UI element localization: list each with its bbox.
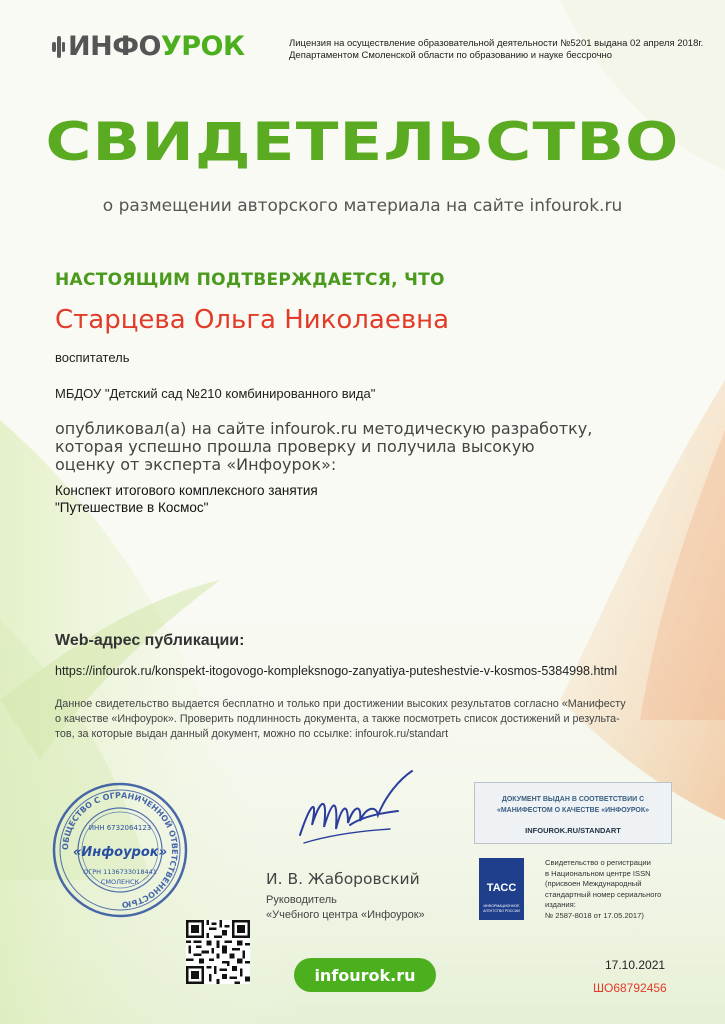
tass-caption-line: ИНФОРМАЦИОННОЕ — [483, 904, 520, 908]
notice-line: тов, за которые выдан данный документ, можно по ссылке: infourok.ru/standart — [55, 728, 449, 740]
signer-role-line: «Учебного центра «Инфоурок» — [266, 909, 425, 921]
issn-line: в Национальном центре ISSN — [545, 868, 651, 878]
issn-line: Свидетельство о регистрации — [545, 858, 651, 867]
license-info — [289, 38, 709, 62]
logo-text-part2: УРОК — [160, 30, 245, 62]
quality-text — [475, 794, 671, 816]
quality-line: ДОКУМЕНТ ВЫДАН В СООТВЕТСТВИИ С — [501, 796, 645, 803]
published-line: которая успешно прошла проверку и получила высокую — [55, 437, 535, 456]
infourok-site-button[interactable]: infourok.ru — [294, 958, 436, 992]
stamp-seal — [50, 780, 190, 920]
verification-notice — [55, 697, 675, 742]
stamp-inn: ИНН 6732064123 — [88, 824, 152, 832]
issn-registration — [545, 858, 685, 921]
quality-line: «МАНИФЕСТОМ О КАЧЕСТВЕ «ИНФОУРОК» — [496, 807, 650, 814]
qr-code[interactable] — [186, 920, 250, 984]
web-address-label: Web-адрес публикации: — [55, 632, 245, 649]
license-line: Департаментом Смоленской области по образованию и науке бессрочно — [289, 50, 613, 61]
published-line: опубликовал(а) на сайте infourok.ru методическую разработку, — [55, 419, 593, 438]
issue-date: 17.10.2021 — [605, 958, 666, 972]
material-title — [55, 482, 575, 516]
material-line: "Путешествие в Космос" — [55, 500, 209, 515]
signer-name: И. В. Жаборовский — [266, 870, 420, 888]
issn-line: № 2587-8018 от 17.05.2017) — [545, 910, 644, 920]
tass-logo-text: ТАСС — [486, 882, 517, 894]
tass-caption-line: АГЕНТСТВО РОССИИ — [483, 909, 520, 913]
certificate-number: ШО68792456 — [593, 981, 667, 995]
publication-url[interactable]: https://infourok.ru/konspekt-itogovogo-kompleksnogo-zanyatiya-puteshestvie-v-kosmos-5384998.html — [55, 664, 618, 678]
stamp-city: СМОЛЕНСК — [100, 878, 140, 886]
quality-manifesto-box — [474, 782, 672, 844]
recipient-organization: МБДОУ "Детский сад №210 комбинированного вида" — [55, 386, 376, 401]
recipient-position: воспитатель — [55, 350, 130, 365]
material-line: Конспект итогового комплексного занятия — [55, 483, 318, 498]
logo-icon — [52, 32, 64, 60]
issn-line: издания: — [545, 900, 576, 909]
stamp-ring-text: ОБЩЕСТВО С ОГРАНИЧЕННОЙ ОТВЕТСТВЕННОСТЬЮ — [60, 790, 180, 910]
tass-logo — [479, 858, 524, 920]
notice-line: о качестве «Инфоурок». Проверить подлинность документа, а также посмотреть список достижений и результа- — [55, 713, 620, 725]
certificate-title: СВИДЕТЕЛЬСТВО — [45, 112, 680, 173]
signer-role — [266, 893, 425, 923]
logo-text-part1: ИНФО — [68, 30, 161, 62]
signer-role-line: Руководитель — [266, 894, 337, 906]
published-statement — [55, 420, 595, 474]
notice-line: Данное свидетельство выдается бесплатно и только при достижении высоких результатов согласно «Манифесту — [55, 698, 626, 710]
stamp-ogrn: ОГРН 1136733018441 — [83, 868, 157, 876]
infourok-logo — [52, 30, 245, 62]
issn-line: (присвоен Международный — [545, 879, 642, 888]
confirm-heading: НАСТОЯЩИМ ПОДТВЕРЖДАЕТСЯ, ЧТО — [55, 270, 445, 290]
license-line: Лицензия на осуществление образовательной деятельности №5201 выдана 02 апреля 2018г. — [289, 38, 704, 49]
tass-caption — [479, 904, 524, 914]
issn-line: стандартный номер сериального — [545, 889, 662, 899]
stamp-center-text: «Инфоурок» — [72, 845, 168, 860]
recipient-name: Старцева Ольга Николаевна — [55, 305, 450, 335]
signature — [290, 765, 430, 860]
published-line: оценку от эксперта «Инфоурок»: — [55, 455, 337, 474]
certificate-subtitle: о размещении авторского материала на сайте infourok.ru — [102, 196, 623, 216]
quality-link[interactable]: INFOUROK.RU/STANDART — [525, 826, 621, 835]
